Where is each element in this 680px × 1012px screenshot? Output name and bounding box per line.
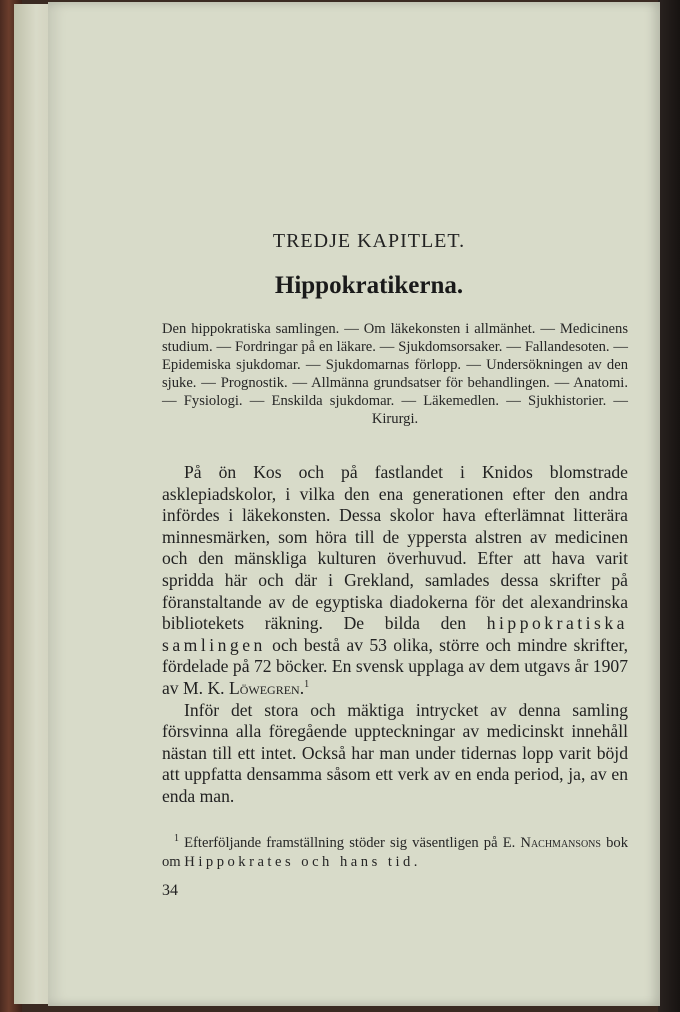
footnote-text-b: bok om [162, 835, 628, 870]
paragraph-1-text-a: På ön Kos och på fastlandet i Knidos blomstrade asklepiadskolor, i vilka den ena generationen efter den andra infördes i läkekonsten. Dessa skolor hava efterlämnat litterära minnesmärken, som höra till de yppersta alstren av medicinen och den mänskliga kulturen överhuvud. Efter att hava varit spridda här och där i Grekland, samlades dessa skrifter på föranstaltande av de egyptiska diadokerna för det alexandrinska bibliotekets räkning. De bilda den [162, 462, 628, 634]
chapter-label: TREDJE KAPITLET. [272, 230, 466, 252]
footnote-reference: 1 [304, 679, 310, 691]
book-binding-right [658, 0, 680, 1012]
footnote [162, 834, 628, 871]
paragraph-2: Inför det stora och mäktiga intrycket av denna samling försvinna alla föregående uppteckningar av medicinskt innehåll nästan till ett intet. Också har man under tidernas lopp varit böjd att uppfatta densamma såsom ett verk av en enda period, ja, av en enda man. [162, 699, 628, 806]
chapter-title: Hippokratikerna. [274, 272, 464, 299]
footnote-mark: 1 [174, 833, 179, 845]
footnote-work-title: Hippokrates och hans tid. [184, 853, 421, 870]
body-text [162, 462, 628, 808]
paragraph-1 [162, 462, 628, 700]
emphasized-term: hippokratiska samlingen [162, 613, 628, 655]
footnote-author: Nachmansons [520, 835, 601, 851]
footnote-text-a: Efterföljande framställning stöder sig väsentligen på E. [179, 835, 521, 851]
paragraph-1-text-b: och bestå av 53 olika, större och mindre skrifter, fördelade på 72 böcker. En svensk upplaga av dem utgavs år 1907 av M. K. [162, 634, 628, 698]
page-number: 34 [162, 882, 178, 899]
author-name: Löwegren. [228, 677, 305, 698]
chapter-summary: Den hippokratiska samlingen. — Om läkekonsten i allmänhet. — Medicinens studium. — Fordringar på en läkare. — Sjukdomsorsaker. — Fallandesoten. — Epidemiska sjukdomar. — Sjukdomarnas förlopp. — Undersökningen av den sjuke. — Prognostik. — Allmänna grundsatser för behandlingen. — Anatomi. — Fysiologi. — Enskilda sjukdomar. — Läkemedlen. — Sjukhistorier. — Kirurgi. [162, 321, 628, 427]
book-page [48, 2, 660, 1006]
